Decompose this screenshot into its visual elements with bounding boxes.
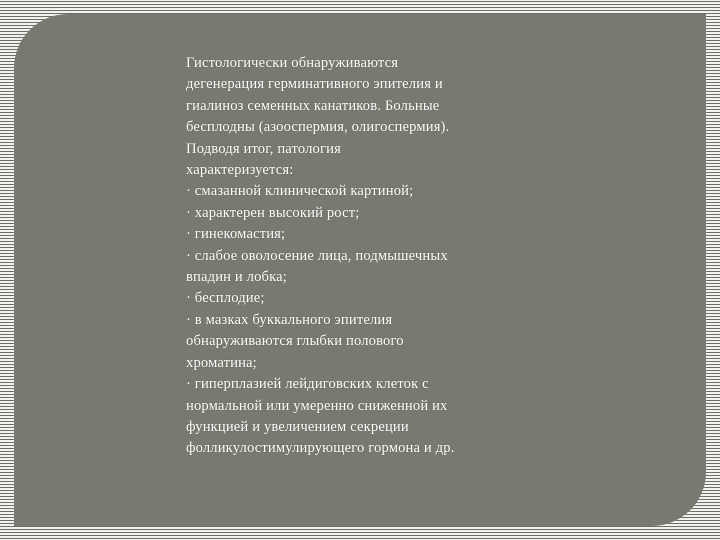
text-line: гиалиноз семенных канатиков. Больные — [186, 97, 440, 114]
text-line: фолликулостимулирующего гормона и др. — [186, 440, 455, 457]
bullet-item: · в мазках буккального эпителия — [186, 311, 393, 328]
text-line: нормальной или умеренно сниженной их — [186, 397, 448, 414]
bullet-item: · гиперплазией лейдиговских клеток с — [186, 376, 429, 393]
bullet-item: · слабое оволосение лица, подмышечных — [186, 247, 448, 264]
text-line: обнаруживаются глыбки полового — [186, 333, 404, 350]
text-line: Подводя итог, патология — [186, 140, 341, 157]
text-line: бесплодны (азооспермия, олигоспермия). — [186, 119, 450, 136]
slide-text-block — [186, 53, 596, 460]
text-line: впадин и лобка; — [186, 269, 287, 286]
text-line: хроматина; — [186, 354, 257, 371]
bullet-item: · гинекомастия; — [186, 226, 286, 243]
text-line: функцией и увеличением секреции — [186, 418, 409, 435]
text-line: дегенерация герминативного эпителия и — [186, 76, 443, 93]
text-line: Гистологически обнаруживаются — [186, 55, 399, 71]
bullet-item: · смазанной клинической картиной; — [186, 183, 414, 200]
text-line: характеризуется: — [186, 162, 294, 179]
bullet-item: · бесплодие; — [186, 290, 265, 307]
slide-panel — [14, 14, 706, 526]
bullet-item: · характерен высокий рост; — [186, 204, 360, 221]
